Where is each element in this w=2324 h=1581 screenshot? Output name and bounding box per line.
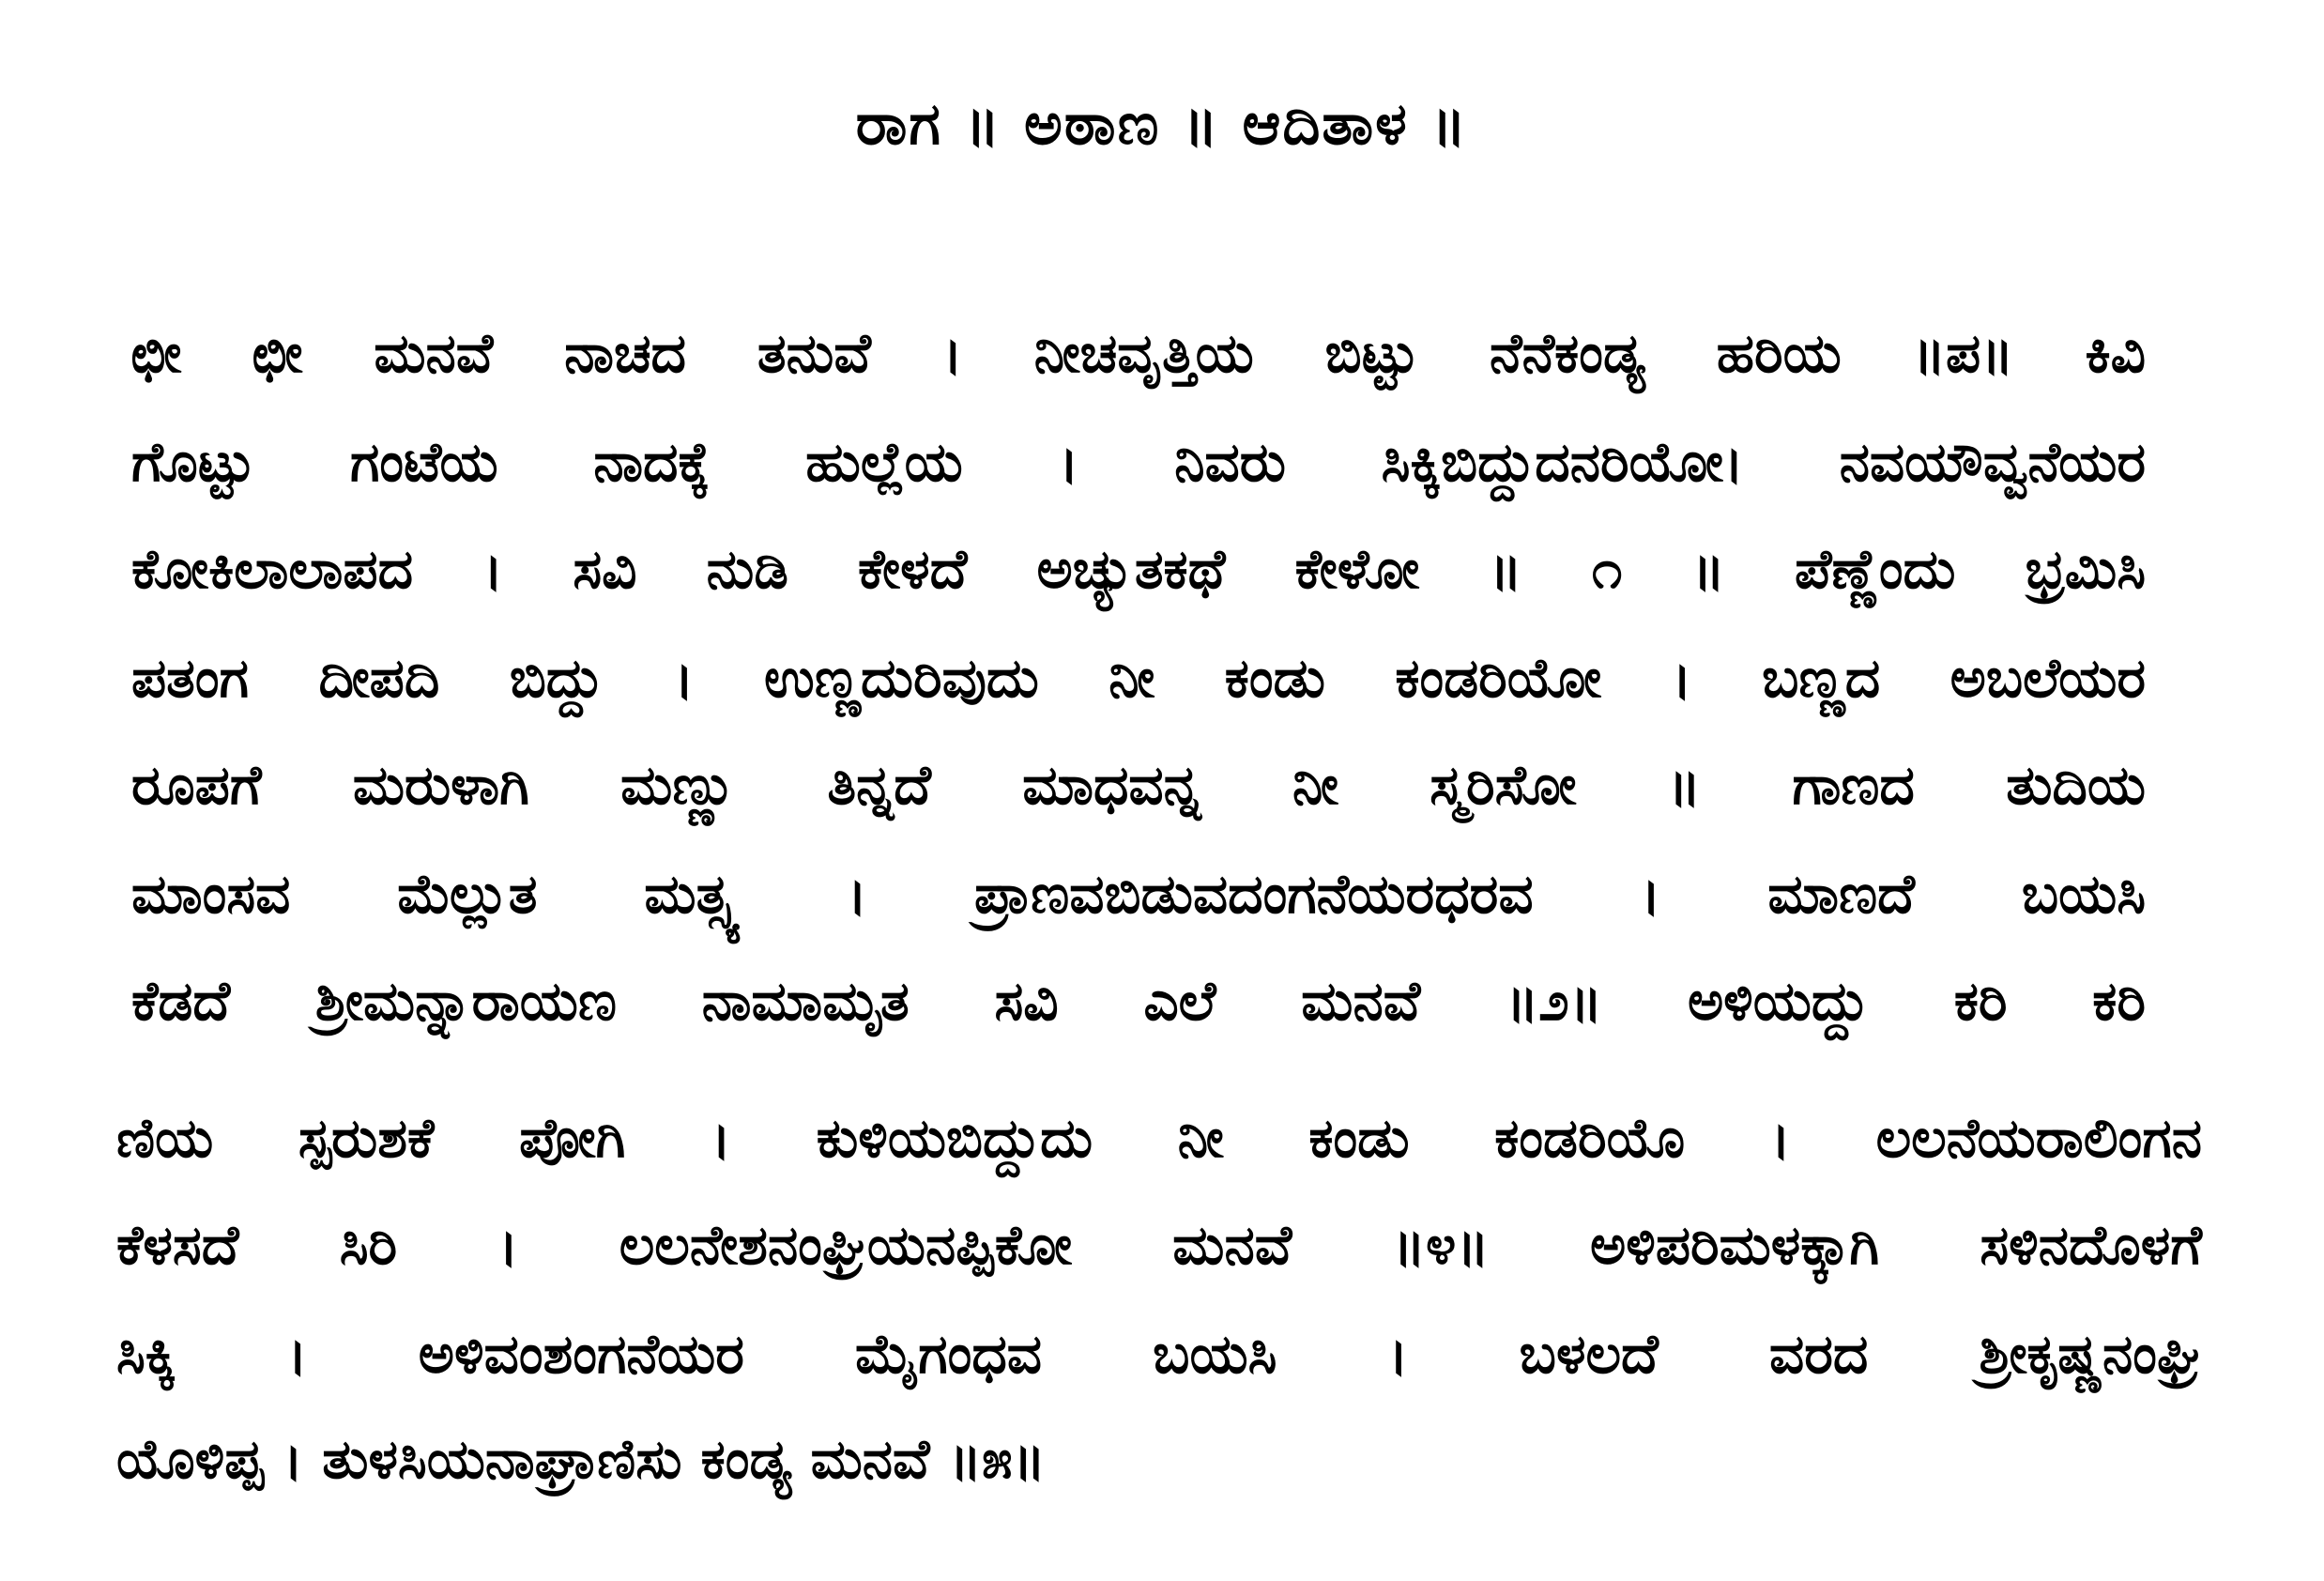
verse-line: ಯೊಳಿಪ್ಪ । ತುಳಸಿಯನಾಘ್ರಾಣಿಸು ಕಂಡ್ಯ ಮನವೆ ॥೫॥ bbox=[116, 1427, 1046, 1491]
verse-line: ಕೆಡದೆ ಶ್ರೀಮನ್ನಾರಾಯಣ ನಾಮಾಮೃತ ಸವಿ ಎಲೆ ಮನವೆ ॥೨॥ ಅಳಿಯದ್ದು ಕರಿ ಕರಿ bbox=[131, 969, 2146, 1033]
raga-tala-heading: ರಾಗ ॥ ಅಠಾಣ ॥ ಆದಿತಾಳ ॥ bbox=[855, 89, 1469, 158]
verse-line: ಮಾಂಸವ ಮೆಲ್ಲುತ ಮತ್ಸ್ಯ । ಪ್ರಾಣವಬಿಡುವದಂಗನೆಯರಧರವ । ಮಾಣದೆ ಬಯಸಿ bbox=[131, 862, 2146, 926]
verse-line: ಪತಂಗ ದೀಪದಿ ಬಿದ್ದು । ಉಣ್ಣದುರಿವುದು ನೀ ಕಂಡು ಕಂಡರಿಯೋ । ಬಣ್ಣದ ಅಬಲೆಯರ bbox=[131, 646, 2146, 710]
verse-line: ಸಿಕ್ಕಿ । ಅಳಿವಂಶಂಗನೆಯರ ಮೈಗಂಧವ ಬಯಸಿ । ಬಳಲದೆ ವರದ ಶ್ರೀಕೃಷ್ಣನಂಘ್ರಿ bbox=[116, 1322, 2202, 1386]
verse-line: ಗೊಟ್ಟು ಗಂಟೆಯ ನಾದಕ್ಕೆ ಹುಲ್ಲೆಯ । ನಿವರು ಸಿಕ್ಕಿಬಿದ್ದುದನರಿಯೋ। ನವಯೌವ್ವನೆಯರ bbox=[131, 430, 2146, 494]
verse-line: ಕೋಕಿಲಾಲಾಪದ । ಸವಿ ನುಡಿ ಕೇಳದೆ ಅಚ್ಯುತಕಥೆ ಕೇಳೋ ॥ ೧ ॥ ಪೆಣ್ಣೆಂದು ಭ್ರಮಿಸಿ bbox=[131, 537, 2146, 601]
verse-line: ಛೀ ಛೀ ಮನವೆ ನಾಚದ ತನುವೆ । ನೀಚವೃತ್ತಿಯ ಬಿಟ್ಟು ನೆನೆಕಂಡ್ಯ ಹರಿಯ ॥ಪ॥ ಕಿವಿ bbox=[131, 321, 2146, 385]
verse-line: ರೂಪಗೆ ಮರುಳಾಗಿ ಮಣ್ಣು ತಿನ್ನದೆ ಮಾಧವನ್ನ ನೀ ಸ್ಮರಿಸೋ ॥ ಗಾಣದ ತುದಿಯ bbox=[131, 753, 2146, 817]
verse-line: ಕೆಳಸದೆ ಸಿರಿ । ಲಲನೇಶನಂಘ್ರಿಯನಪ್ಪಿಕೋ ಮನವೆ ॥೪॥ ಅಳಿಪರಿಮಳಕ್ಕಾಗಿ ಸಳಿನದೊಳಗೆ bbox=[116, 1213, 2202, 1277]
verse-line: ಣಿಯ ಸ್ಪರುಶಕೆ ಪೋಗಿ । ಕುಳಿಯಬಿದ್ದುದು ನೀ ಕಂಡು ಕಂಡರಿಯೊ । ಲಲನೆಯರಾಲಿಂಗನ bbox=[116, 1106, 2202, 1170]
